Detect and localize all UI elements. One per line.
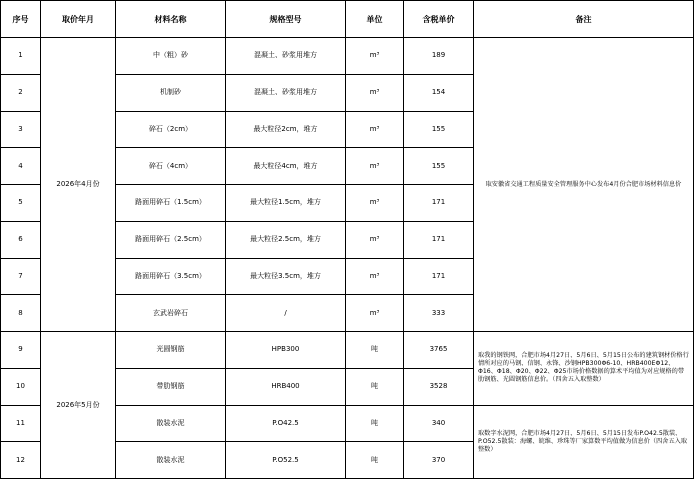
row-no: 5 — [1, 185, 41, 222]
header-price: 含税单价 — [404, 1, 474, 38]
group-date: 2026年4月份 — [41, 38, 116, 332]
row-no: 3 — [1, 111, 41, 148]
row-spec: / — [226, 295, 346, 332]
row-price: 155 — [404, 111, 474, 148]
row-name: 中（粗）砂 — [116, 38, 226, 75]
row-unit: 吨 — [346, 442, 404, 479]
row-name: 路面用碎石（3.5cm） — [116, 258, 226, 295]
row-spec: P.O52.5 — [226, 442, 346, 479]
row-price: 171 — [404, 221, 474, 258]
row-price: 171 — [404, 185, 474, 222]
row-spec: HRB400 — [226, 368, 346, 405]
row-name: 路面用碎石（2.5cm） — [116, 221, 226, 258]
row-no: 1 — [1, 38, 41, 75]
row-unit: m³ — [346, 258, 404, 295]
row-no: 8 — [1, 295, 41, 332]
row-spec: 最大粒径2cm，堆方 — [226, 111, 346, 148]
header-spec: 规格型号 — [226, 1, 346, 38]
row-spec: 混凝土、砂浆用堆方 — [226, 74, 346, 111]
row-name: 带肋钢筋 — [116, 368, 226, 405]
row-no: 4 — [1, 148, 41, 185]
row-unit: m³ — [346, 295, 404, 332]
row-no: 12 — [1, 442, 41, 479]
header-date: 取价年月 — [41, 1, 116, 38]
header-name: 材料名称 — [116, 1, 226, 38]
row-unit: m³ — [346, 74, 404, 111]
row-unit: m³ — [346, 111, 404, 148]
cement-note: 取数字水泥网，合肥市场4月27日、5月6日、5月15日发布P.O42.5散装、P.O52.5散装：海螺、皖维、珍珠等厂家算数平均值做为信息价（四舍五入取整数） — [474, 405, 694, 479]
row-price: 340 — [404, 405, 474, 442]
row-no: 9 — [1, 332, 41, 369]
row-unit: 吨 — [346, 405, 404, 442]
table-row — [1, 38, 694, 75]
row-spec: 最大粒径2.5cm，堆方 — [226, 221, 346, 258]
row-price: 155 — [404, 148, 474, 185]
row-no: 7 — [1, 258, 41, 295]
row-price: 3765 — [404, 332, 474, 369]
table-row — [1, 332, 694, 369]
row-unit: 吨 — [346, 332, 404, 369]
header-note: 备注 — [474, 1, 694, 38]
row-price: 154 — [404, 74, 474, 111]
row-name: 光圆钢筋 — [116, 332, 226, 369]
row-name: 碎石（2cm） — [116, 111, 226, 148]
row-no: 10 — [1, 368, 41, 405]
row-name: 散装水泥 — [116, 405, 226, 442]
steel-note: 取我的钢铁网，合肥市场4月27日、5月6日、5月15日公布的建筑钢材价格行情所对应的马钢、信钢、永锋、沙钢HPB300Φ6-10、HRB400EΦ12、Φ16、Φ18、Φ20、Φ22、Φ25市场价格数据的算术平均值为对应规格的带肋钢筋、光圆钢筋信息价。（四舍五入取整数） — [474, 332, 694, 406]
row-spec: 最大粒径4cm，堆方 — [226, 148, 346, 185]
row-price: 3528 — [404, 368, 474, 405]
row-name: 路面用碎石（1.5cm） — [116, 185, 226, 222]
group-date: 2026年5月份 — [41, 332, 116, 479]
header-no: 序号 — [1, 1, 41, 38]
header-row — [1, 1, 694, 38]
row-spec: P.O42.5 — [226, 405, 346, 442]
row-unit: m³ — [346, 148, 404, 185]
row-spec: 混凝土、砂浆用堆方 — [226, 38, 346, 75]
row-unit: m³ — [346, 221, 404, 258]
row-no: 11 — [1, 405, 41, 442]
row-no: 6 — [1, 221, 41, 258]
row-unit: m³ — [346, 38, 404, 75]
row-price: 189 — [404, 38, 474, 75]
row-spec: 最大粒径3.5cm，堆方 — [226, 258, 346, 295]
row-unit: m³ — [346, 185, 404, 222]
row-name: 碎石（4cm） — [116, 148, 226, 185]
row-name: 机制砂 — [116, 74, 226, 111]
row-name: 玄武岩碎石 — [116, 295, 226, 332]
group-note: 取安徽省交通工程质量安全管理服务中心发布4月份合肥市场材料信息价 — [474, 38, 694, 332]
row-price: 333 — [404, 295, 474, 332]
row-name: 散装水泥 — [116, 442, 226, 479]
header-unit: 单位 — [346, 1, 404, 38]
row-no: 2 — [1, 74, 41, 111]
row-unit: 吨 — [346, 368, 404, 405]
row-spec: HPB300 — [226, 332, 346, 369]
row-price: 171 — [404, 258, 474, 295]
row-spec: 最大粒径1.5cm，堆方 — [226, 185, 346, 222]
row-price: 370 — [404, 442, 474, 479]
